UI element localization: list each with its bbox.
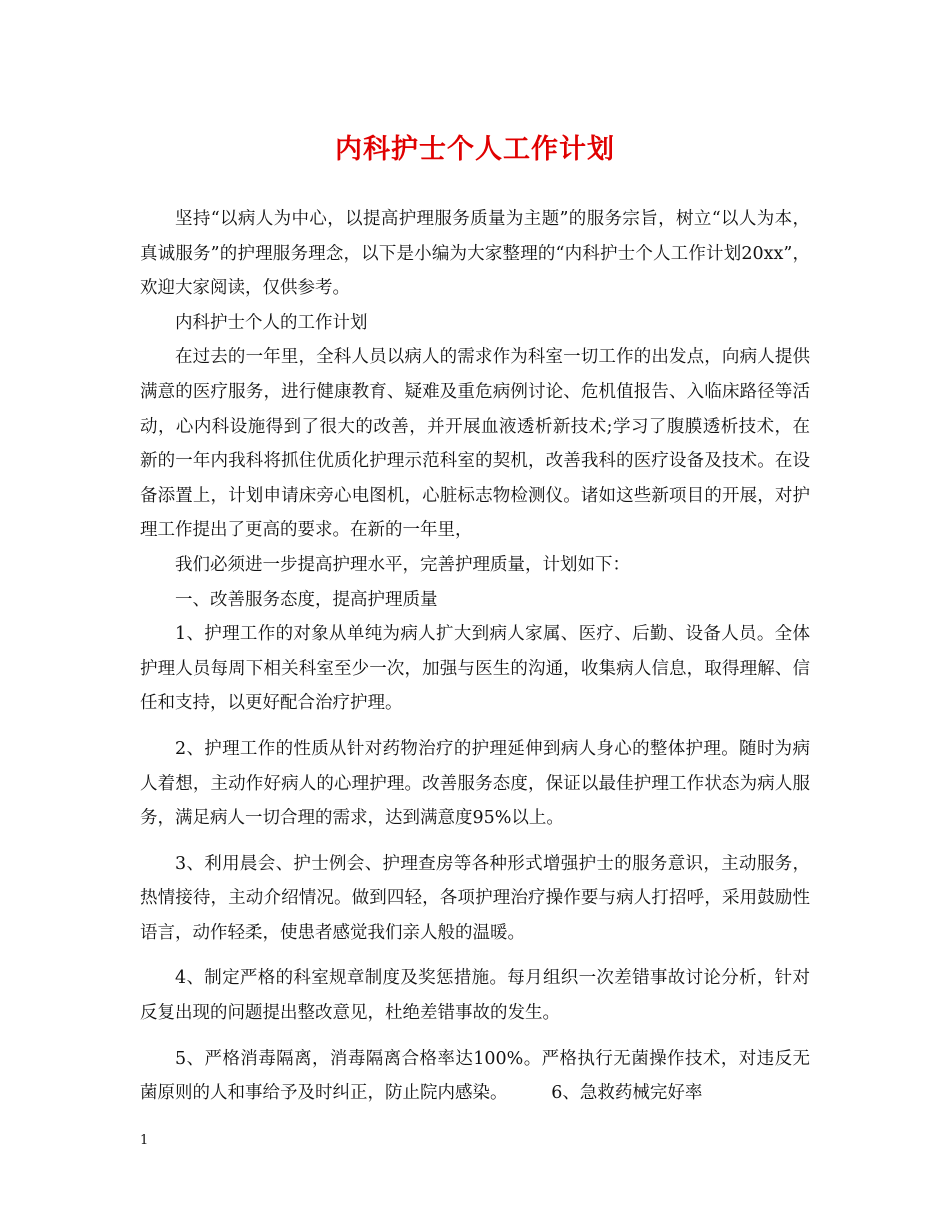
item-paragraph-5: 5、严格消毒隔离，消毒隔离合格率达100%。严格执行无菌操作技术，对违反无菌原则的人和事给予及时纠正，防止院内感染。 6、急救药械完好率 xyxy=(140,1048,810,1104)
page-number: 1 xyxy=(140,1133,149,1148)
item-paragraph-2: 2、护理工作的性质从针对药物治疗的护理延伸到病人身心的整体护理。随时为病人着想，主动作好病人的心理护理。改善服务态度，保证以最佳护理工作状态为病人服务，满足病人一切合理的需求，达到满意度95%以上。 xyxy=(140,738,810,829)
document-body xyxy=(140,202,810,1111)
review-paragraph: 在过去的一年里，全科人员以病人的需求作为科室一切工作的出发点，向病人提供满意的医疗服务，进行健康教育、疑难及重危病例讨论、危机值报告、入临床路径等活动，心内科设施得到了很大的改善，并开展血液透析新技术;学习了腹膜透析技术，在新的一年内我科将抓住优质化护理示范科室的契机，改善我科的医疗设备及技术。在设备添置上，计划申请床旁心电图机，心脏标志物检测仪。诸如这些新项目的开展，对护理工作提出了更高的要求。在新的一年里， xyxy=(140,347,810,541)
intro-paragraph: 坚持“以病人为中心，以提高护理服务质量为主题”的服务宗旨，树立“以人为本，真诚服务”的护理服务理念，以下是小编为大家整理的“内科护士个人工作计划20xx”，欢迎大家阅读，仅供参考。 xyxy=(140,209,810,299)
item-paragraph-4: 4、制定严格的科室规章制度及奖惩措施。每月组织一次差错事故讨论分析，针对反复出现的问题提出整改意见，杜绝差错事故的发生。 xyxy=(140,968,810,1024)
document-title: 内科护士个人工作计划 xyxy=(335,134,615,165)
subsection-heading: 一、改善服务态度，提高护理质量 xyxy=(175,589,438,610)
item-paragraph-1: 1、护理工作的对象从单纯为病人扩大到病人家属、医疗、后勤、设备人员。全体护理人员每周下相关科室至少一次，加强与医生的沟通，收集病人信息，取得理解、信任和支持，以更好配合治疗护理。 xyxy=(140,624,810,714)
plan-intro-paragraph: 我们必须进一步提高护理水平，完善护理质量，计划如下： xyxy=(175,554,630,575)
item-paragraph-3: 3、利用晨会、护士例会、护理查房等各种形式增强护士的服务意识，主动服务，热情接待，主动介绍情况。做到四轻，各项护理治疗操作要与病人打招呼，采用鼓励性语言，动作轻柔，使患者感觉我们亲人般的温暖。 xyxy=(140,853,810,943)
section-heading: 内科护士个人的工作计划 xyxy=(175,312,368,333)
